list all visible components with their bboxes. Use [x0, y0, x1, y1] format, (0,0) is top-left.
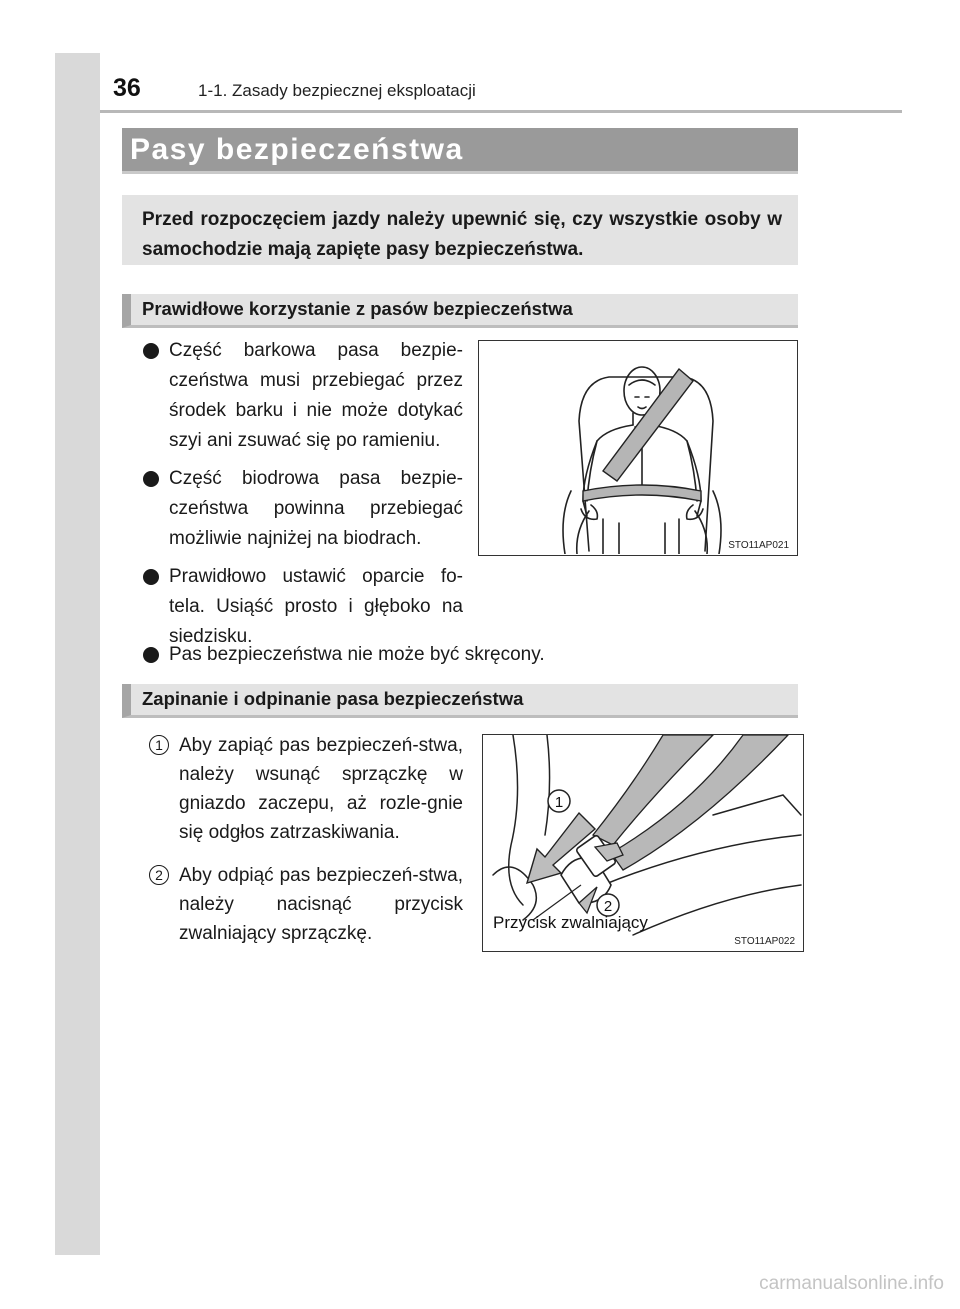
bullet-text: Prawidłowo ustawić oparcie fo-tela. Usiąść prosto i głęboko na siedzisku.	[169, 566, 463, 647]
section-heading-text: Prawidłowe korzystanie z pasów bezpieczeństwa	[142, 298, 573, 319]
list-item	[143, 464, 463, 554]
section-heading-text: Zapinanie i odpinanie pasa bezpieczeństwa	[142, 688, 524, 709]
seated-person-illustration	[479, 341, 796, 554]
bullet-text: Część barkowa pasa bezpie-czeństwa musi przebiegać przez środek barku i nie może dotykać szyi ani zsuwać się po ramieniu.	[169, 340, 463, 451]
page-title: Pasy bezpieczeństwa	[130, 133, 464, 166]
section-heading-buckle	[122, 684, 798, 718]
list-item	[143, 562, 463, 652]
bullet-dot-icon	[143, 569, 159, 585]
list-item	[143, 731, 463, 847]
callout-2: 2	[603, 898, 613, 915]
section-heading-correct-use	[122, 294, 798, 328]
figure-label: Przycisk zwalniający	[493, 913, 648, 932]
list-item	[143, 336, 463, 456]
list-item	[143, 861, 463, 948]
seatbelt-posture-figure	[478, 340, 798, 556]
step-list	[143, 731, 463, 962]
callout-1: 1	[554, 794, 564, 811]
bullet-text: Część biodrowa pasa bezpie-czeństwa powinna przebiegać możliwie najniżej na biodrach.	[169, 468, 463, 549]
list-item	[143, 640, 783, 670]
page-number: 36	[113, 74, 141, 102]
step-text: Aby odpiąć pas bezpieczeń-stwa, należy nacisnąć przycisk zwalniający sprzączkę.	[179, 865, 463, 944]
running-head: 1-1. Zasady bezpiecznej eksploatacji	[198, 81, 476, 100]
bullet-dot-icon	[143, 647, 159, 663]
watermark: carmanualsonline.info	[759, 1273, 944, 1294]
page-title-bar	[122, 128, 798, 174]
figure-code: STO11AP022	[734, 936, 795, 947]
step-number-badge: 1	[149, 735, 169, 755]
header-rule	[100, 110, 902, 113]
side-tab-band	[55, 53, 100, 1255]
step-number-badge: 2	[149, 865, 169, 885]
bullet-dot-icon	[143, 471, 159, 487]
bullet-list	[143, 336, 463, 660]
intro-box: Przed rozpoczęciem jazdy należy upewnić się, czy wszystkie osoby w samochodzie mają zapięte pasy bezpieczeństwa.	[122, 195, 798, 265]
buckle-figure	[482, 734, 804, 952]
figure-code: STO11AP021	[728, 540, 789, 551]
bullet-text: Pas bezpieczeństwa nie może być skręcony.	[169, 644, 545, 665]
step-text: Aby zapiąć pas bezpieczeń-stwa, należy wsunąć sprzączkę w gniazdo zaczepu, aż rozle-gnie się odgłos zatrzaskiwania.	[179, 735, 463, 843]
bullet-dot-icon	[143, 343, 159, 359]
